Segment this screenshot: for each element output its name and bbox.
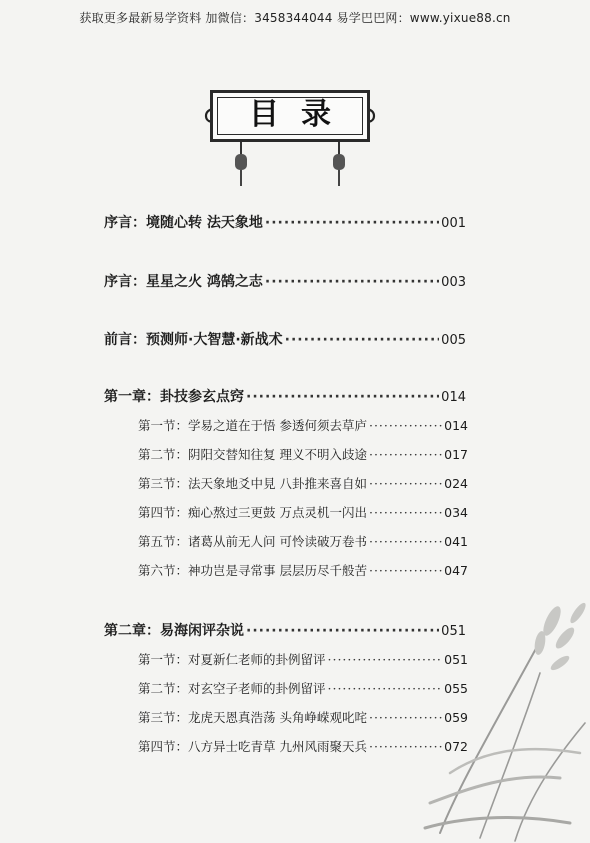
leader-dots (285, 332, 440, 346)
toc-entry-page: 005 (441, 333, 466, 348)
toc-entry-label: 第五节：诸葛从前无人问 可怜读破万卷书 (138, 534, 367, 549)
toc-section-entry[interactable] (138, 650, 468, 668)
toc-entry-label: 第一节：对夏新仁老师的卦例留评 (138, 652, 326, 667)
toc-entry-page: 051 (444, 652, 468, 667)
toc-entry-label: 第六节：神功岂是寻常事 层层历尽千般苦 (138, 563, 367, 578)
toc-entry-page: 017 (444, 447, 468, 462)
leader-dots (246, 389, 439, 403)
toc-entry-label: 第一节：学易之道在于悟 参透何须去草庐 (138, 418, 367, 433)
toc-entry-page: 001 (441, 216, 466, 231)
leader-dots (369, 476, 442, 489)
toc-section-entry[interactable] (138, 532, 468, 550)
toc-entry[interactable] (104, 212, 466, 232)
toc-entry-page: 034 (444, 505, 468, 520)
leader-dots (265, 274, 439, 288)
toc-section-entry[interactable] (138, 679, 468, 697)
toc-entry-label: 第四节：八方异士吃青草 九州风雨聚天兵 (138, 739, 367, 754)
toc-entry-label: 第四节：痴心熬过三更鼓 万点灵机一闪出 (138, 505, 367, 520)
toc-entry-label: 第二章：易海闲评杂说 (104, 623, 244, 639)
leader-dots (246, 623, 439, 637)
toc-chapter-entry[interactable] (104, 386, 466, 406)
toc-entry-page: 014 (444, 418, 468, 433)
toc-entry-page: 041 (444, 534, 468, 549)
toc-entry-page: 055 (444, 681, 468, 696)
toc-entry-label: 第一章：卦技参玄点窍 (104, 389, 244, 405)
toc-entry-page: 072 (444, 739, 468, 754)
leader-dots (369, 563, 442, 576)
leader-dots (369, 418, 442, 431)
toc-entry-label: 序言：星星之火 鸿鹄之志 (104, 274, 263, 290)
toc-section-entry[interactable] (138, 503, 468, 521)
toc-entry-page: 047 (444, 563, 468, 578)
toc-section-entry[interactable] (138, 474, 468, 492)
toc-entry-page: 059 (444, 710, 468, 725)
toc-entry-label: 第二节：阴阳交替知往复 理义不明入歧途 (138, 447, 367, 462)
toc-entry-label: 第三节：法天象地爻中見 八卦推来喜自如 (138, 476, 367, 491)
leader-dots (265, 215, 439, 229)
toc-section-entry[interactable] (138, 708, 468, 726)
toc-chapter-entry[interactable] (104, 620, 466, 640)
leader-dots (369, 447, 442, 460)
toc-entry-label: 第二节：对玄空子老师的卦例留评 (138, 681, 326, 696)
toc-section-entry[interactable] (138, 737, 468, 755)
page-title: 目录 (249, 97, 353, 132)
toc-entry[interactable] (104, 329, 466, 349)
toc-section-entry[interactable] (138, 445, 468, 463)
toc-entry-page: 024 (444, 476, 468, 491)
toc-entry-page: 014 (441, 390, 466, 405)
toc-entry[interactable] (104, 271, 466, 291)
toc-entry-page: 003 (441, 275, 466, 290)
toc-entry-label: 前言：预测师·大智慧·新战术 (104, 332, 283, 348)
leader-dots (369, 534, 442, 547)
toc-section-entry[interactable] (138, 416, 468, 434)
watermark-text: 获取更多最新易学资料 加微信：3458344044 易学巴巴网：www.yixue88.cn (79, 11, 511, 25)
toc-entry-label: 第三节：龙虎天恩真浩荡 头角峥嵘观叱咤 (138, 710, 367, 725)
toc-section-entry[interactable] (138, 561, 468, 579)
toc-entry-page: 051 (441, 624, 466, 639)
toc-entry-label: 序言：境随心转 法天象地 (104, 215, 263, 231)
leader-dots (369, 505, 442, 518)
reed-plant-illustration-icon (420, 583, 590, 843)
